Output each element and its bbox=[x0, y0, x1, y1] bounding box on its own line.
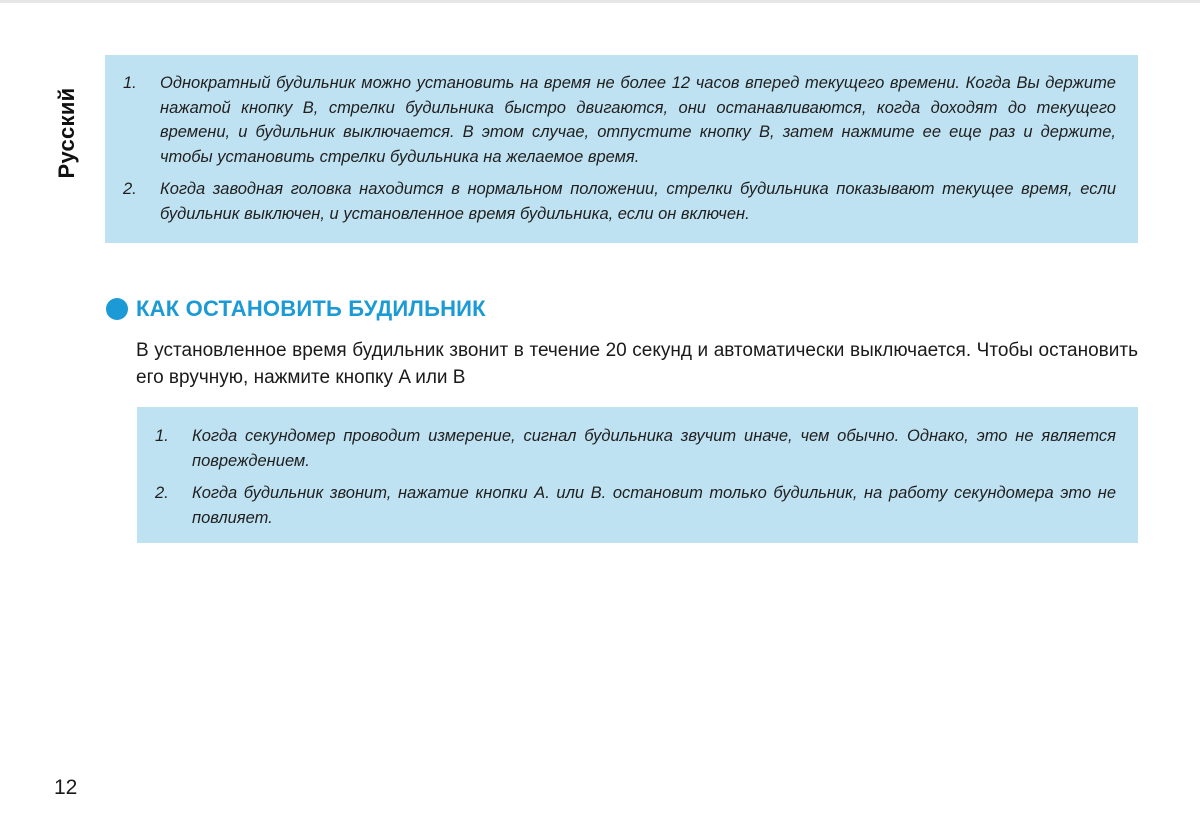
list-item bbox=[155, 424, 1116, 473]
list-item-text: Когда секундомер проводит измерение, сигнал будильника звучит иначе, чем обычно. Однако, это не является повреждением. bbox=[192, 427, 1116, 470]
stopwatch-notes-box bbox=[137, 407, 1138, 543]
alarm-notes-list bbox=[123, 71, 1116, 226]
stopwatch-notes-list bbox=[155, 424, 1116, 530]
section-title: КАК ОСТАНОВИТЬ БУДИЛЬНИК bbox=[136, 296, 486, 321]
list-item bbox=[123, 177, 1116, 226]
list-item bbox=[155, 481, 1116, 530]
list-item-text: Когда будильник звонит, нажатие кнопки A. или B. остановит только будильник, на работу секундомера это не повлияет. bbox=[192, 484, 1116, 527]
alarm-notes-box bbox=[105, 55, 1138, 243]
page-number: 12 bbox=[54, 776, 78, 799]
list-item-text: Когда заводная головка находится в нормальном положении, стрелки будильника показывают текущее время, если будильник выключен, и установленное время будильника, если он включен. bbox=[160, 180, 1116, 223]
section-body-text: В установленное время будильник звонит в течение 20 секунд и автоматически выключается. Чтобы остановить его вручную, нажмите кнопку A или B bbox=[136, 340, 1138, 388]
list-item-number: 2. bbox=[123, 180, 137, 198]
list-item-text: Однократный будильник можно установить на время не более 12 часов вперед текущего времени. Когда Вы держите нажатой кнопку B, стрелки будильника быстро двигаются, они останавливаются, когда доходят до текущего времени, и будильник выключается. В этом случае, отпустите кнопку B, затем нажмите ее еще раз и держите, чтобы установить стрелки будильника на желаемое время. bbox=[160, 74, 1116, 166]
list-item bbox=[123, 71, 1116, 169]
list-item-number: 1. bbox=[155, 427, 169, 445]
language-label-text: Русский bbox=[54, 87, 79, 179]
list-item-number: 1. bbox=[123, 74, 137, 92]
section-heading bbox=[106, 294, 486, 324]
language-side-label bbox=[53, 78, 81, 188]
bullet-circle-icon bbox=[106, 298, 128, 320]
list-item-number: 2. bbox=[155, 484, 169, 502]
top-border-line bbox=[0, 0, 1200, 3]
